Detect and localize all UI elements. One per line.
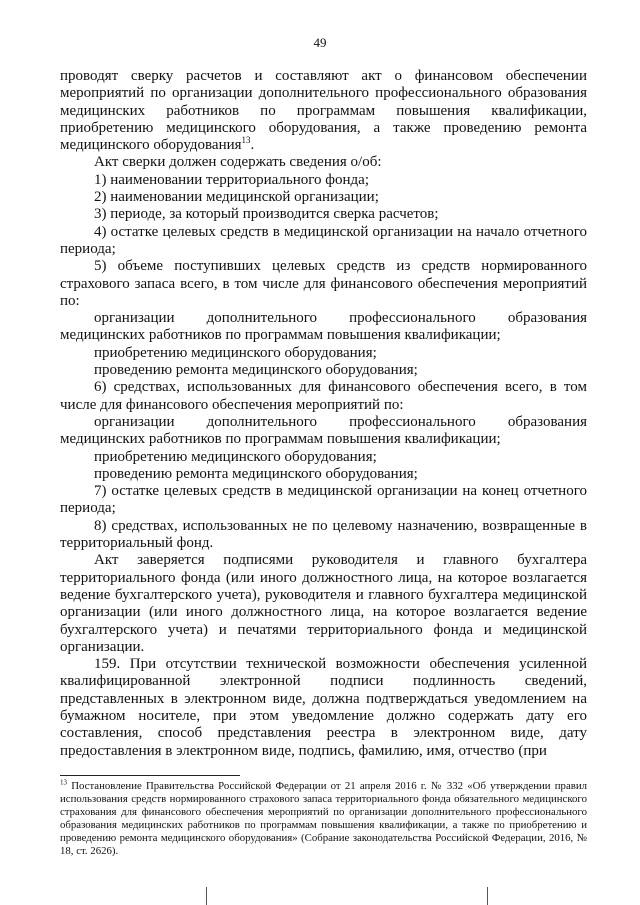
list-item-8: 8) средствах, использованных не по целевому назначению, возвращенные в территориальный фонд. xyxy=(60,517,587,552)
list-item-6-sub-2: приобретению медицинского оборудования; xyxy=(94,448,377,465)
footnote-reference: 13 xyxy=(241,135,251,146)
binding-mark-left xyxy=(206,887,207,905)
paragraph-intro-continuation: проводят сверку расчетов и составляют акт о финансовом обеспечении мероприятий по организации дополнительного профессионального образования медицинских работников по программам повышения квалификации, приобретению медицинского оборудования, а также проведению ремонта медицинского оборудования$^{13}$. xyxy=(60,68,587,154)
paragraph-text: проводят сверку расчетов и составляют акт о финансовом обеспечении мероприятий по организации дополнительного профессионального образования медицинских работников по программам повышения квалификации, приобретению медицинского оборудования, а также проведению ремонта медицинского оборудования xyxy=(60,68,587,154)
list-item-6: 6) средствах, использованных для финансового обеспечения всего, в том числе для финансового обеспечения мероприятий по: xyxy=(60,379,587,413)
list-item-3: 3) периоде, за который производится сверка расчетов; xyxy=(94,206,439,223)
footnote-text: Постановление Правительства Российской Федерации от 21 апреля 2016 г. № 332 «Об утверждении правил использования средств нормированного страхового запаса территориального фонда обязательного медицинского страхования для финансового обеспечения мероприятий по организации дополнительного профессионального образования медицинских работников по программам повышения квалификации, а также по приобретению и проведению ремонта медицинского оборудования» (Собрание законодательства Российской Федерации, 2016, № 18, ст. 2626). xyxy=(60,780,587,857)
list-item-5-sub-3: проведению ремонта медицинского оборудования; xyxy=(94,362,418,379)
list-item-1: 1) наименовании территориального фонда; xyxy=(94,171,370,188)
act-certification-paragraph: Акт заверяется подписями руководителя и главного бухгалтера территориального фонда (или иного должностного лица, на которое возлагается ведение бухгалтерского учета), руководителя и главного бухгалтера медицинской организации (или иного должностного лица, на которое возлагается ведение бухгалтерского учета) и печатями территориального фонда и медицинской организации. xyxy=(60,552,587,655)
list-item-6-sub-3: проведению ремонта медицинского оборудования; xyxy=(94,465,418,482)
list-item-5-sub-1: организации дополнительного профессионального образования медицинских работников по программам повышения квалификации; xyxy=(60,310,587,344)
binding-mark-right xyxy=(487,887,488,905)
footnote xyxy=(60,780,587,858)
list-item-5: 5) объеме поступивших целевых средств из средств нормированного страхового запаса всего, в том числе для финансового обеспечения мероприятий по: xyxy=(60,258,587,309)
list-item-2: 2) наименовании медицинской организации; xyxy=(94,189,379,206)
list-item-5-sub-2: приобретению медицинского оборудования; xyxy=(94,344,377,361)
paragraph-159: 159. При отсутствии технической возможности обеспечения усиленной квалифицированной электронной подписи подлинность сведений, представленных в электронном виде, должна подтверждаться уведомлением на бумажном носителе, при этом уведомление должно содержать дату его составления, способ представления реестра в электронном виде, дату предоставления в электронном виде, подпись, фамилию, имя, отчество (при xyxy=(60,656,587,759)
list-item-4: 4) остатке целевых средств в медицинской организации на начало отчетного периода; xyxy=(60,223,587,257)
act-contents-intro: Акт сверки должен содержать сведения о/об: xyxy=(94,154,382,171)
footnote-marker: 13 xyxy=(60,778,67,787)
list-item-7: 7) остатке целевых средств в медицинской организации на конец отчетного периода; xyxy=(60,483,587,517)
document-body xyxy=(60,68,587,760)
list-item-6-sub-1: организации дополнительного профессионального образования медицинских работников по программам повышения квалификации; xyxy=(60,413,587,448)
footnote-divider xyxy=(60,775,240,776)
page-number: 49 xyxy=(313,35,327,50)
